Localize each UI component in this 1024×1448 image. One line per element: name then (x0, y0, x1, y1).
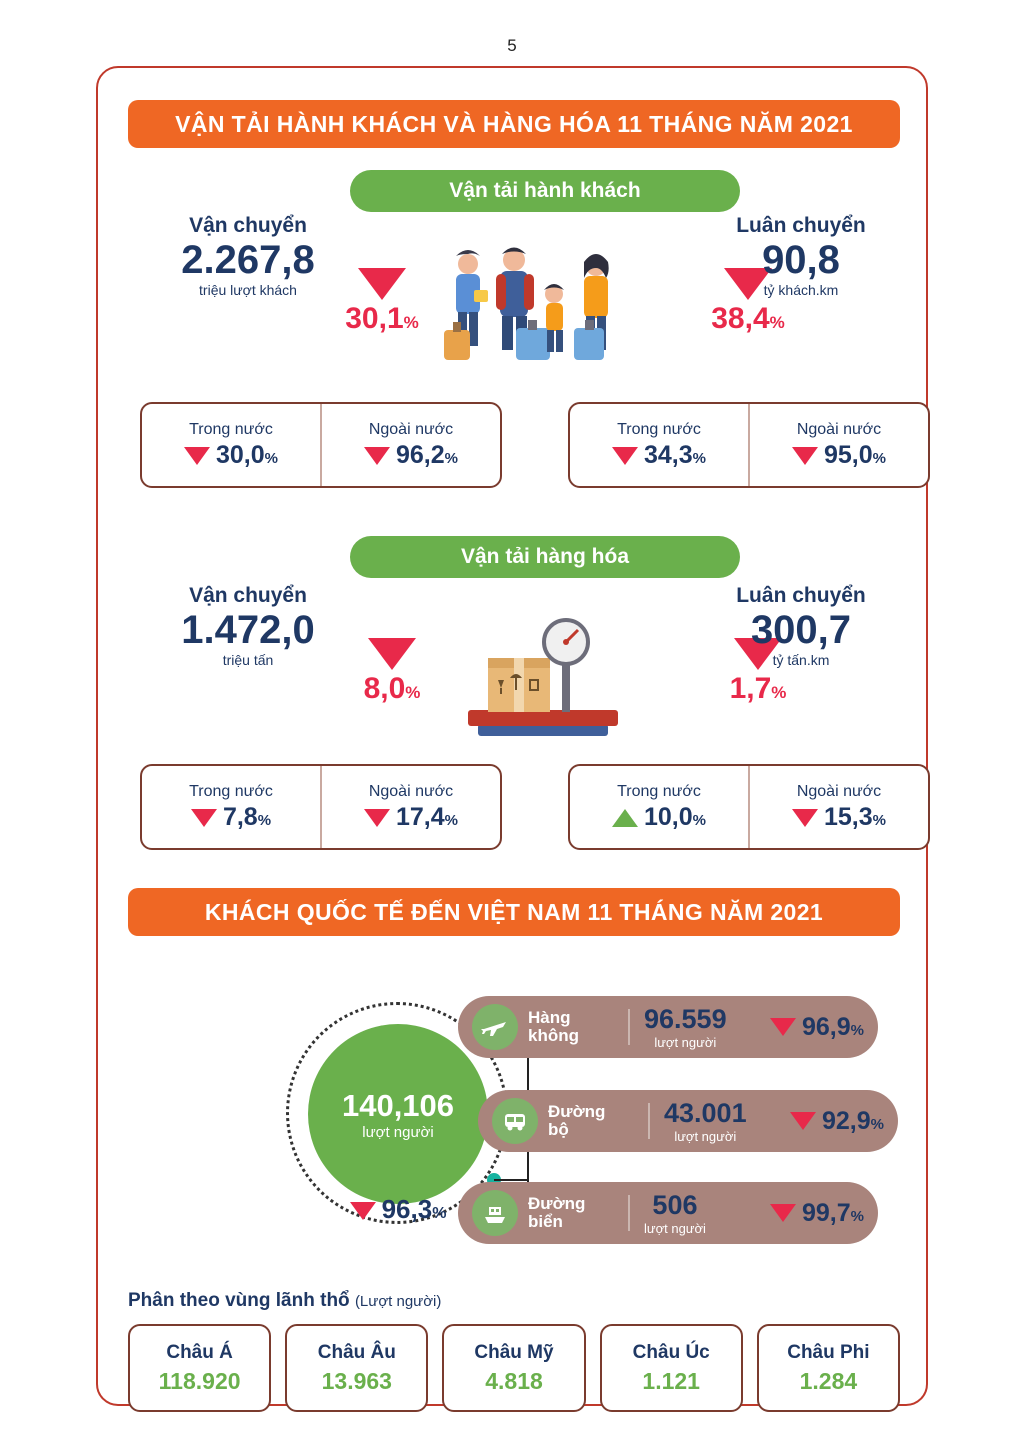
passenger-turnover-breakdown (568, 402, 930, 488)
region-card-europe (285, 1324, 428, 1412)
region-card-list (128, 1324, 900, 1412)
triangle-down-icon (364, 809, 390, 827)
breakdown-domestic: Trong nước 7,8% (189, 782, 273, 831)
breakdown-foreign: Ngoài nước 95,0% (748, 404, 928, 486)
section-pill-cargo-label: Vận tải hàng hóa (460, 545, 630, 568)
total-circle (308, 1024, 488, 1204)
cargo-turnover-label: Luân chuyển (736, 584, 866, 607)
mode-value-air (644, 1004, 727, 1050)
breakdown-domestic: Trong nước 30,0% (142, 404, 320, 486)
region-section-title-text: Phân theo vùng lãnh thổ (128, 1290, 350, 1311)
international-total-value: 140,106 (341, 1087, 455, 1123)
banner-transport-text: VẬN TẢI HÀNH KHÁCH VÀ HÀNG HÓA 11 THÁNG NĂM 2021 (175, 110, 853, 137)
passenger-transported-unit: triệu lượt khách (199, 282, 297, 298)
region-card-america (442, 1324, 585, 1412)
mode-value-air-unit: lượt người (654, 1035, 717, 1050)
percent-symbol: % (403, 313, 419, 332)
ship-icon (472, 1190, 518, 1236)
banner-international-text: KHÁCH QUỐC TẾ ĐẾN VIỆT NAM 11 THÁNG NĂM 2021 (204, 898, 824, 925)
page-number: 5 (507, 36, 517, 55)
mode-value-air-number: 96.559 (644, 1004, 727, 1034)
passenger-turnover-unit: tỷ khách.km (763, 282, 839, 298)
breakdown-foreign-pct: 96,2 (395, 440, 445, 469)
mode-name-air (528, 1009, 630, 1045)
passenger-transported-value: 2.267,8 (181, 238, 315, 282)
breakdown-domestic-label: Trong nước (189, 782, 273, 800)
triangle-down-icon (770, 1018, 796, 1036)
passenger-turnover-label: Luân chuyển (736, 214, 866, 237)
mode-name-air-line1: Hàng (528, 1008, 571, 1028)
region-section-title (128, 1290, 441, 1312)
triangle-down-icon (184, 447, 210, 465)
region-card-africa (757, 1324, 900, 1412)
region-value-africa: 1.284 (799, 1367, 858, 1394)
passenger-turnover-value: 90,8 (762, 238, 840, 282)
cargo-turnover-block (696, 584, 906, 668)
breakdown-foreign-pct: 95,0 (823, 440, 873, 469)
section-pill-cargo (350, 536, 740, 578)
triangle-down-icon (368, 638, 416, 670)
triangle-down-icon (364, 447, 390, 465)
region-name-america: Châu Mỹ (474, 1341, 554, 1363)
mode-value-sea-number: 506 (652, 1190, 698, 1220)
cargo-scale-illustration (458, 614, 638, 744)
mode-change-sea: 99,7% (770, 1199, 864, 1228)
breakdown-domestic-pct: 34,3 (643, 440, 693, 469)
triangle-down-icon (191, 809, 217, 827)
cargo-turnover-breakdown (568, 764, 930, 850)
international-total-change: 96,3% (328, 1194, 468, 1225)
percent-symbol: % (405, 683, 421, 702)
banner-transport-title (128, 100, 900, 148)
region-value-america: 4.818 (485, 1367, 543, 1394)
triangle-up-icon (612, 809, 638, 827)
content-frame (96, 66, 928, 1406)
mode-name-road (548, 1103, 650, 1139)
cargo-turnover-unit: tỷ tấn.km (772, 652, 830, 668)
region-value-europe: 13.963 (321, 1367, 392, 1394)
cargo-transported-label: Vận chuyển (189, 584, 307, 607)
breakdown-foreign-label: Ngoài nước (796, 420, 882, 438)
mode-name-sea-line1: Đường (528, 1194, 586, 1214)
breakdown-foreign: Ngoài nước 15,3% (748, 766, 928, 848)
mode-name-sea-line2: biển (528, 1212, 563, 1231)
mode-value-sea-unit: lượt người (644, 1221, 706, 1236)
triangle-down-icon (612, 447, 638, 465)
breakdown-foreign: Ngoài nước 96,2% (320, 404, 500, 486)
breakdown-domestic-label: Trong nước (617, 420, 701, 438)
passenger-turnover-pct: 38,4 (711, 302, 770, 335)
breakdown-domestic-pct: 10,0 (643, 802, 693, 831)
mode-row-road (478, 1090, 898, 1152)
breakdown-domestic-pct: 7,8 (222, 802, 258, 831)
international-total-unit: lượt người (362, 1123, 434, 1141)
breakdown-foreign-pct: 15,3 (823, 802, 873, 831)
breakdown-foreign-pct: 17,4 (395, 802, 445, 831)
region-name-oceania: Châu Úc (632, 1341, 710, 1363)
mode-row-sea (458, 1182, 878, 1244)
mode-name-sea (528, 1195, 630, 1231)
bus-icon (492, 1098, 538, 1144)
breakdown-domestic: Trong nước 34,3% (570, 404, 748, 486)
region-name-asia: Châu Á (166, 1341, 233, 1363)
international-total-donut (308, 1024, 488, 1224)
cargo-turnover-value: 300,7 (750, 608, 852, 652)
breakdown-domestic-label: Trong nước (617, 782, 701, 800)
mode-change-road: 92,9% (790, 1107, 884, 1136)
triangle-down-icon (350, 1202, 376, 1220)
cargo-transported-pct: 8,0 (363, 672, 406, 705)
mode-change-road-pct: 92,9 (821, 1106, 871, 1135)
breakdown-domestic: Trong nước 10,0% (570, 766, 748, 848)
percent-symbol: % (771, 683, 787, 702)
region-name-europe: Châu Âu (317, 1341, 396, 1363)
mode-change-air: 96,9% (770, 1013, 864, 1042)
passenger-transported-pct: 30,1 (345, 302, 404, 335)
cargo-transported-breakdown (140, 764, 502, 850)
mode-row-air (458, 996, 878, 1058)
breakdown-foreign: Ngoài nước 17,4% (320, 766, 500, 848)
cargo-transported-value: 1.472,0 (181, 608, 315, 652)
international-total-pct: 96,3 (381, 1194, 433, 1224)
cargo-transported-unit: triệu tấn (222, 652, 274, 668)
passenger-transported-label: Vận chuyển (189, 214, 307, 237)
region-section-title-unit: (Lượt người) (354, 1293, 442, 1310)
percent-symbol: % (769, 313, 785, 332)
mode-name-road-line2: bộ (548, 1120, 569, 1139)
mode-change-sea-pct: 99,7 (801, 1198, 851, 1227)
section-pill-passenger (350, 170, 740, 212)
mode-name-road-line1: Đường (548, 1102, 606, 1122)
mode-name-air-line2: không (528, 1026, 579, 1045)
breakdown-foreign-label: Ngoài nước (368, 782, 454, 800)
passenger-transported-breakdown (140, 402, 502, 488)
triangle-down-icon (792, 447, 818, 465)
region-card-oceania (600, 1324, 743, 1412)
breakdown-foreign-label: Ngoài nước (796, 782, 882, 800)
cargo-turnover-pct: 1,7 (729, 672, 772, 705)
mode-value-road-number: 43.001 (664, 1098, 747, 1128)
mode-value-sea (644, 1190, 706, 1236)
breakdown-domestic-pct: 30,0 (215, 440, 265, 469)
breakdown-domestic-label: Trong nước (189, 420, 273, 438)
triangle-down-icon (358, 268, 406, 300)
banner-international-title (128, 888, 900, 936)
section-pill-passenger-label: Vận tải hành khách (449, 179, 641, 202)
mode-change-air-pct: 96,9 (801, 1012, 851, 1041)
region-name-africa: Châu Phi (787, 1341, 870, 1363)
triangle-down-icon (770, 1204, 796, 1222)
passenger-turnover-block (696, 214, 906, 298)
region-value-asia: 118.920 (158, 1367, 241, 1394)
triangle-down-icon (792, 809, 818, 827)
airplane-icon (472, 1004, 518, 1050)
cargo-transported-change (322, 638, 462, 706)
breakdown-foreign-label: Ngoài nước (368, 420, 454, 438)
family-travellers-illustration (428, 244, 628, 384)
triangle-down-icon (790, 1112, 816, 1130)
region-card-asia (128, 1324, 271, 1412)
mode-value-road (664, 1098, 747, 1144)
mode-value-road-unit: lượt người (674, 1129, 737, 1144)
region-value-oceania: 1.121 (642, 1367, 700, 1394)
